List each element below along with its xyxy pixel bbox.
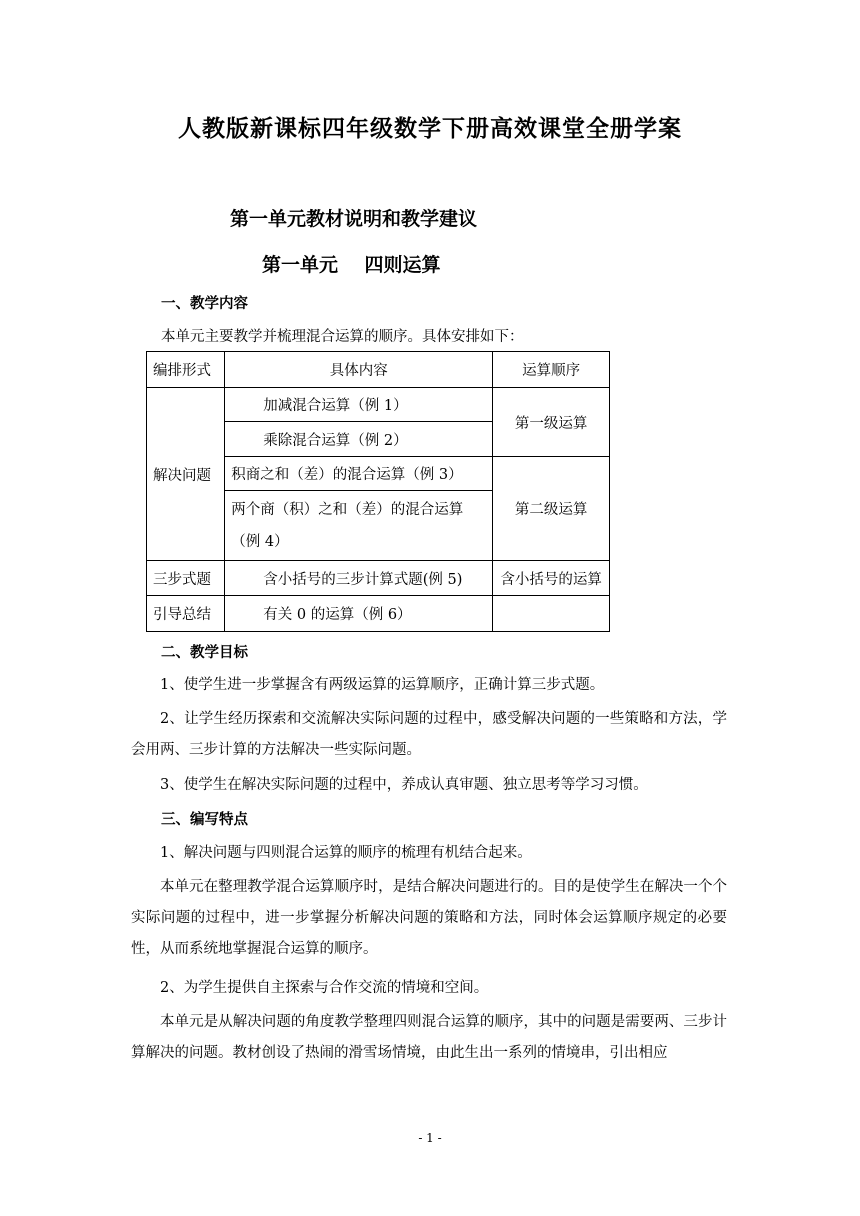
- table-header-cell: 编排形式: [147, 352, 225, 388]
- chapter-subtitle: 第一单元教材说明和教学建议: [230, 208, 478, 230]
- goal-item: 2、让学生经历探索和交流解决实际问题的过程中，感受解决问题的一些策略和方法，学会用两、三步计算的方法解决一些实际问题。: [131, 711, 727, 758]
- section-heading-content: 一、教学内容: [161, 295, 248, 312]
- table-cell: 含小括号的三步计算式题(例 5): [225, 561, 493, 596]
- table-cell: 加减混合运算（例 1）: [225, 388, 493, 422]
- table-header-cell: 具体内容: [225, 352, 493, 388]
- feature-point: 1、解决问题与四则混合运算的顺序的梳理有机结合起来。: [160, 845, 532, 861]
- table-header-cell: 运算顺序: [493, 352, 610, 388]
- table-row: [147, 596, 610, 632]
- content-arrangement-table: [146, 351, 610, 632]
- goal-item: 3、使学生在解决实际问题的过程中，养成认真审题、独立思考等学习习惯。: [160, 777, 648, 793]
- feature-point: 2、为学生提供自主探索与合作交流的情境和空间。: [160, 980, 489, 996]
- section-intro-text: 本单元主要教学并梳理混合运算的顺序。具体安排如下：: [161, 329, 524, 345]
- table-order-cell: [493, 596, 610, 632]
- section-heading-features: 三、编写特点: [161, 811, 248, 828]
- table-cell: 积商之和（差）的混合运算（例 3）: [225, 457, 493, 491]
- table-cell: 有关 0 的运算（例 6）: [225, 596, 493, 632]
- table-row-label: 引导总结: [147, 596, 225, 632]
- table-cell: 两个商（积）之和（差）的混合运算（例 4）: [225, 491, 493, 561]
- table-order-cell: 第二级运算: [493, 457, 610, 561]
- table-cell: 乘除混合运算（例 2）: [225, 422, 493, 457]
- table-order-cell: 第一级运算: [493, 388, 610, 457]
- document-title: 人教版新课标四年级数学下册高效课堂全册学案: [178, 115, 682, 142]
- table-row: [147, 388, 610, 422]
- feature-paragraph: 本单元是从解决问题的角度教学整理四则混合运算的顺序，其中的问题是需要两、三步计算解决的问题。教材创设了热闹的滑雪场情境，由此生出一系列的情境串，引出相应: [131, 1014, 727, 1061]
- feature-paragraph: 本单元在整理教学混合运算顺序时，是结合解决问题进行的。目的是使学生在解决一个个实际问题的过程中，进一步掌握分析解决问题的策略和方法，同时体会运算顺序规定的必要性，从而系统地掌握混合运算的顺序。: [131, 879, 727, 957]
- unit-title: 第一单元 四则运算: [262, 254, 441, 276]
- goal-item: 1、使学生进一步掌握含有两级运算的运算顺序，正确计算三步式题。: [160, 677, 605, 693]
- table-group-label: 解决问题: [147, 388, 225, 561]
- table-order-cell: 含小括号的运算: [493, 561, 610, 596]
- table-row-label: 三步式题: [147, 561, 225, 596]
- page-number: - 1 -: [418, 1131, 442, 1145]
- table-row: [147, 561, 610, 596]
- section-heading-goals: 二、教学目标: [161, 644, 248, 661]
- table-header-row: [147, 352, 610, 388]
